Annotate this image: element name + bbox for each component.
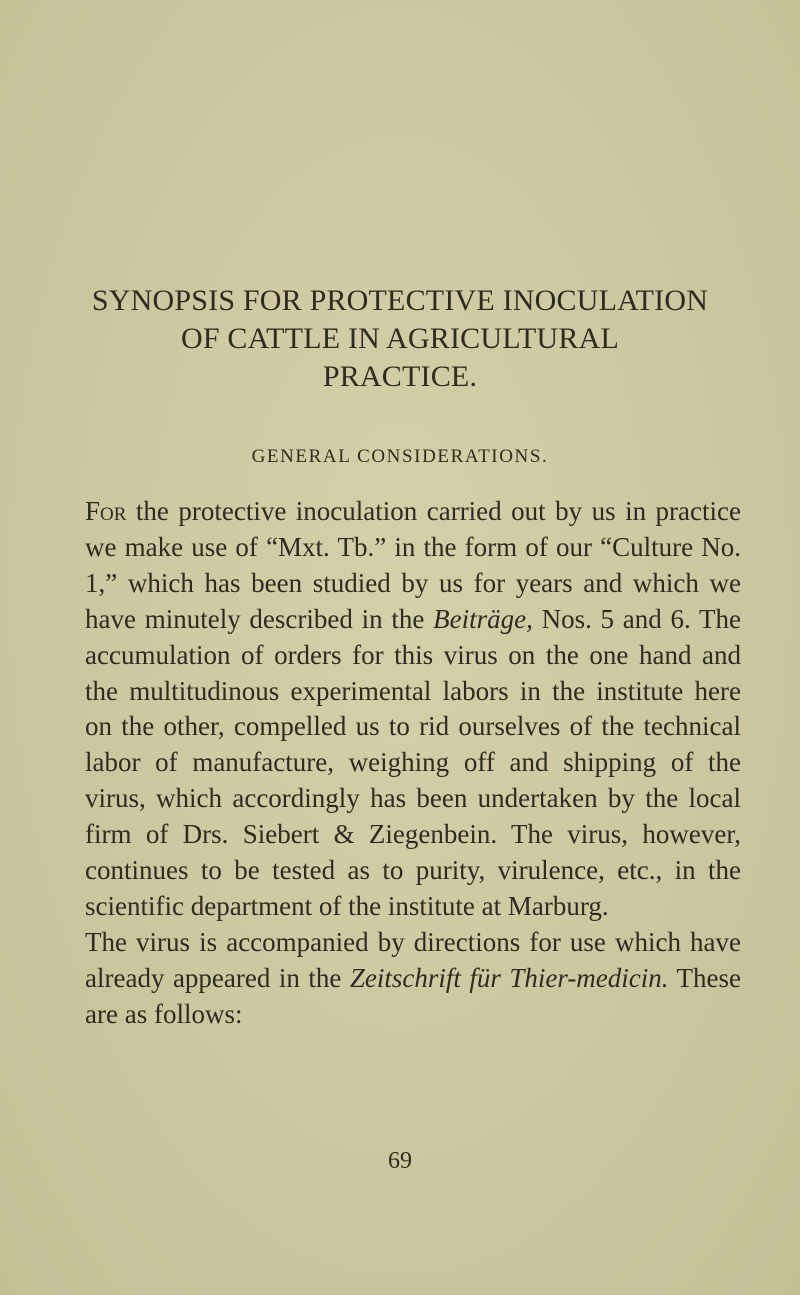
page-number: 69 [388, 1148, 412, 1174]
paragraph-2 [85, 925, 741, 1033]
title-line-3: PRACTICE. [322, 360, 478, 393]
paragraph-2-italic: Zeitschrift für Thier-medicin. [349, 962, 669, 993]
lead-word: For [85, 496, 127, 526]
title-line-2: OF CATTLE IN AGRICULTURAL [180, 322, 620, 355]
paragraph-2-text-a: The virus is accompanied by directions for use which have already appeared in the [85, 926, 741, 993]
page-title [60, 282, 740, 396]
paragraph-1 [85, 494, 741, 925]
paragraph-2-text-b: These are as follows: [85, 962, 742, 1029]
paragraph-1-italic: Beiträge, [433, 603, 533, 634]
body-text [85, 494, 741, 1033]
paragraph-1-text-a: the protective inoculation carried out by us in practice we make use of “Mxt. Tb.” in the form of our “Culture No. 1,” which has been studied by us for years and which we have minutely described in the [85, 496, 741, 634]
paragraph-1-text-b: Nos. 5 and 6. The accumulation of orders for this virus on the one hand and the multitudinous experimental labors in the institute here on the other, compelled us to rid ourselves of the technical labor of manufacture, weighing off and shipping of the virus, which accordingly has been undertaken by the local firm of Drs. Siebert & Ziegenbein. The virus, however, continues to be tested as to purity, virulence, etc., in the scientific department of the institute at Marburg. [85, 603, 741, 921]
section-heading: GENERAL CONSIDERATIONS. [251, 446, 549, 467]
title-line-1: SYNOPSIS FOR PROTECTIVE INOCULATION [91, 284, 709, 317]
